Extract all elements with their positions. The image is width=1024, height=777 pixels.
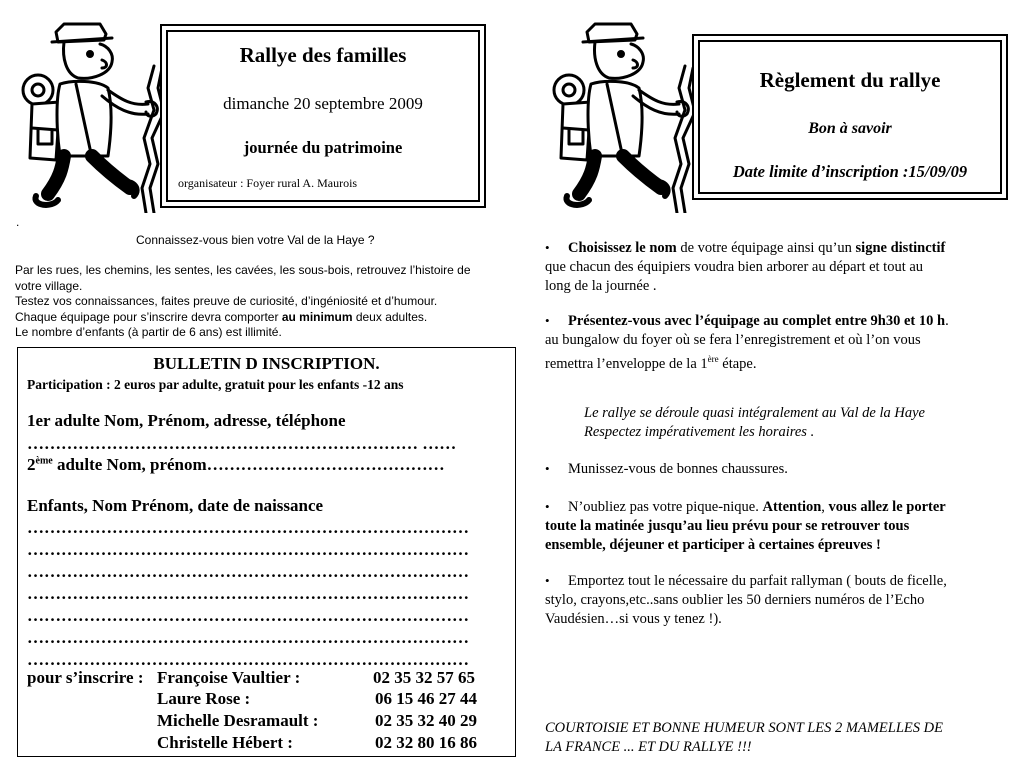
rule-2-line-3: remettra l’enveloppe de la 1ère étape. — [545, 354, 757, 372]
intro-line-3: Testez vos connaissances, faites preuve de curiosité, d’ingéniosité et d’humour. — [15, 294, 438, 308]
left-date: dimanche 20 septembre 2009 — [223, 94, 423, 113]
form-participation: Participation : 2 euros par adulte, gratuit pour les enfants -12 ans — [27, 377, 404, 392]
form-child-field[interactable]: …………………………………………………………………… — [27, 540, 469, 559]
intro-question: Connaissez-vous bien votre Val de la Haye ? — [136, 233, 375, 247]
register-label: pour s’inscrire : — [27, 668, 144, 687]
hiker-icon — [12, 18, 162, 213]
bullet-icon: • — [545, 573, 550, 588]
form-child-field[interactable]: …………………………………………………………………… — [27, 562, 469, 581]
form-child-field[interactable]: …………………………………………………………………… — [27, 518, 469, 537]
intro-line-1: Par les rues, les chemins, les sentes, les cavées, les sous-bois, retrouvez l’histoire de — [15, 263, 471, 277]
rule-5 — [545, 572, 1015, 629]
rule-3: Munissez-vous de bonnes chaussures. — [568, 461, 788, 477]
form-adult1-field[interactable]: …………………………………………………………… …… — [27, 434, 457, 453]
right-subtitle: Bon à savoir — [808, 120, 892, 137]
rule-4 — [545, 498, 1015, 555]
rule-5-line-3: Vaudésien…si vous y tenez !). — [545, 611, 722, 627]
hiker-illustration-right — [543, 18, 693, 213]
form-child-field[interactable]: …………………………………………………………………… — [27, 606, 469, 625]
rule-1 — [545, 239, 1015, 296]
contact-phone: 02 32 80 16 86 — [375, 733, 477, 752]
intro-line-4: Chaque équipage pour s’inscrire devra comporter au minimum deux adultes. — [15, 309, 428, 324]
rule-2-line-1: Présentez-vous avec l’équipage au complet entre 9h30 et 10 h. — [568, 313, 949, 329]
intro-dot: . — [16, 215, 20, 229]
hiker-icon — [543, 18, 693, 213]
contact-phone: 02 35 32 40 29 — [375, 711, 477, 730]
bullet-icon: • — [545, 499, 550, 514]
rule-5-line-2: stylo, crayons,etc..sans oublier les 50 derniers numéros de l’Echo — [545, 592, 925, 608]
bullet-icon: • — [545, 240, 550, 255]
bullet-icon: • — [545, 461, 550, 476]
contact-phone: 02 35 32 57 65 — [373, 668, 475, 687]
left-organizer: organisateur : Foyer rural A. Maurois — [178, 176, 358, 190]
hiker-illustration-left — [12, 18, 162, 213]
schedule-note — [584, 404, 1004, 442]
form-adult1-label: 1er adulte Nom, Prénom, adresse, téléphone — [27, 411, 346, 430]
footer-slogan — [545, 719, 1015, 757]
rule-5-line-1: Emportez tout le nécessaire du parfait rallyman ( bouts de ficelle, — [568, 573, 947, 589]
form-children-label: Enfants, Nom Prénom, date de naissance — [27, 496, 324, 515]
intro-paragraph — [15, 263, 525, 341]
left-title-box — [160, 24, 486, 208]
intro-emphasis: au minimum — [281, 309, 353, 324]
right-title: Règlement du rallye — [759, 68, 941, 92]
rule-4-line-3: ensemble, déjeuner et participer à certaines épreuves ! — [545, 537, 881, 553]
right-title-box — [692, 34, 1008, 200]
form-child-field[interactable]: …………………………………………………………………… — [27, 628, 469, 647]
right-deadline: Date limite d’inscription :15/09/09 — [732, 162, 968, 181]
left-subtitle: journée du patrimoine — [243, 138, 403, 157]
form-child-field[interactable]: …………………………………………………………………… — [27, 650, 469, 669]
contact-name: Christelle Hébert : — [157, 733, 293, 752]
registration-form — [17, 347, 516, 757]
contact-name: Michelle Desramault : — [157, 711, 319, 730]
contact-name: Laure Rose : — [157, 689, 251, 708]
contact-name: Françoise Vaultier : — [157, 668, 301, 687]
rule-4-line-1: N’oubliez pas votre pique-nique. Attention, vous allez le porter — [568, 499, 946, 515]
rule-1-line-2: que chacun des équipiers voudra bien arborer au départ et tout au — [545, 259, 924, 275]
form-child-field[interactable]: …………………………………………………………………… — [27, 584, 469, 603]
contact-phone: 06 15 46 27 44 — [375, 689, 477, 708]
schedule-note-line-1: Le rallye se déroule quasi intégralement au Val de la Haye — [584, 405, 925, 421]
form-adult2-label[interactable]: 2ème adulte Nom, prénom…………………………………… — [27, 455, 445, 474]
rule-4-line-2: toute la matinée jusqu’au lieu prévu pour se retrouver tous — [545, 518, 910, 534]
rule-2 — [545, 312, 1015, 374]
intro-line-5: Le nombre d’enfants (à partir de 6 ans) est illimité. — [15, 325, 282, 339]
form-title: BULLETIN D INSCRIPTION. — [153, 354, 380, 373]
rule-1-line-3: long de la journée . — [545, 278, 657, 294]
rule-1-line-1: Choisissez le nom de votre équipage ainsi qu’un signe distinctif — [568, 240, 946, 256]
bullet-icon: • — [545, 313, 550, 328]
intro-line-2: votre village. — [15, 278, 83, 293]
footer-slogan-line-1: COURTOISIE ET BONNE HUMEUR SONT LES 2 MAMELLES DE — [545, 720, 943, 736]
rule-2-line-2: au bungalow du foyer où se fera l’enregistrement et où l’on vous — [545, 332, 921, 348]
left-title: Rallye des familles — [239, 43, 407, 67]
footer-slogan-line-2: LA FRANCE ... ET DU RALLYE !!! — [545, 739, 752, 755]
schedule-note-line-2: Respectez impérativement les horaires . — [584, 424, 815, 440]
